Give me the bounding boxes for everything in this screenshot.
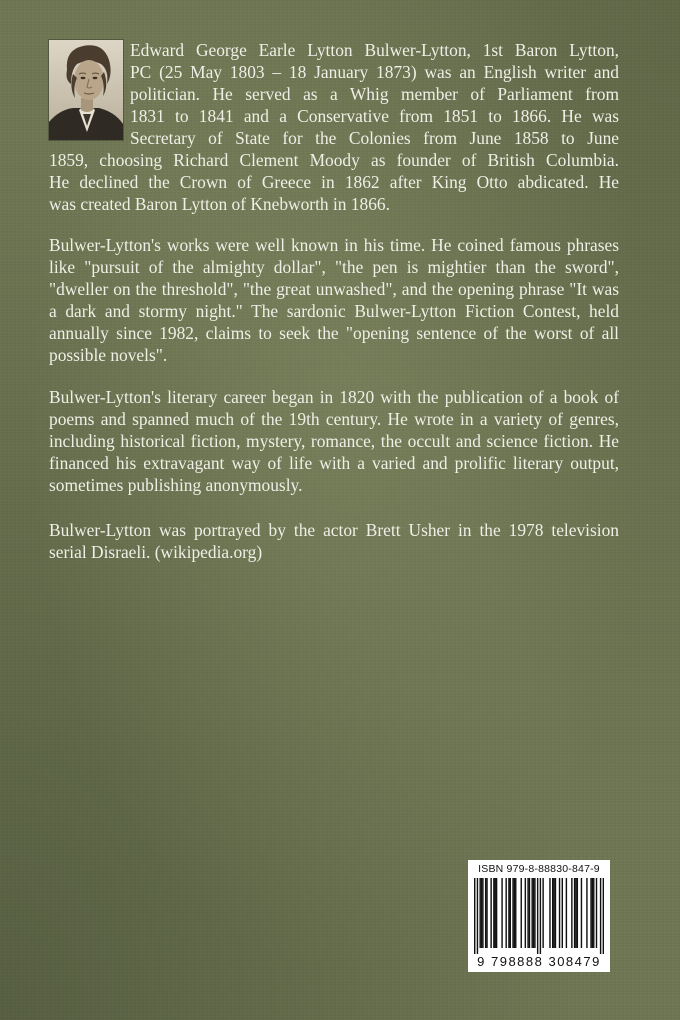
barcode-bar xyxy=(603,878,604,954)
barcode-bar xyxy=(529,878,530,948)
bio-line: was created Baron Lytton of Knebworth in 1866. xyxy=(49,194,390,214)
barcode-bar xyxy=(552,878,553,948)
bio-line: 1859, choosing Richard Clement Moody as founder of British Columbia. xyxy=(49,150,619,170)
barcode-bar xyxy=(474,878,475,954)
bio-line: PC (25 May 1803 – 18 January 1873) was an English writer and xyxy=(130,62,619,82)
barcode-bar xyxy=(574,878,575,948)
barcode-bar xyxy=(512,878,513,948)
barcode-bar xyxy=(542,878,543,948)
barcode-bar xyxy=(485,878,486,948)
bio-line: 1831 to 1841 and a Conservative from 1851 to 1866. He was xyxy=(130,106,619,126)
bio-paragraph-1 xyxy=(49,39,619,215)
bio-paragraph-4: Bulwer-Lytton was portrayed by the actor Brett Usher in the 1978 television serial Disraeli. (wikipedia.org) xyxy=(49,520,619,562)
barcode-bar xyxy=(600,878,601,954)
barcode-bar xyxy=(508,878,509,948)
barcode-bar xyxy=(592,878,593,948)
barcode-bar xyxy=(505,878,506,948)
barcode-bar xyxy=(477,878,478,954)
barcode-bar xyxy=(479,878,480,948)
barcode-bar xyxy=(486,878,487,948)
isbn-barcode xyxy=(468,860,610,972)
barcode-bar xyxy=(515,878,516,948)
bio-paragraph-3: Bulwer-Lytton's literary career began in 1820 with the publication of a book of poems and spanned much of the 19th century. He wrote in a variety of genres, including historical fiction, mystery, romance, the occult and science fiction. He financed his extravagant way of life with a varied and prolific literary output, sometimes publishing anonymously. xyxy=(49,387,619,495)
bio-paragraph-2: Bulwer-Lytton's works were well known in his time. He coined famous phrases like "pursuit of the almighty dollar", "the pen is mightier than the sword", "dweller on the threshold", "the great unwashed", and the opening phrase "It was a dark and stormy night." The sardonic Bulwer-Lytton Fiction Contest, held annually since 1982, claims to seek the "opening sentence of the worst of all possible novels". xyxy=(49,235,619,365)
barcode-bar xyxy=(571,878,572,948)
barcode-bar xyxy=(549,878,550,948)
barcode-bar xyxy=(566,878,567,948)
bio-line: politician. He served as a Whig member of Parliament from xyxy=(130,84,619,104)
barcode-bar xyxy=(553,878,554,948)
barcode-bar xyxy=(495,878,496,948)
barcode-bar xyxy=(586,878,587,948)
barcode-bar xyxy=(533,878,534,948)
barcode-bar xyxy=(510,878,511,948)
barcode-bar xyxy=(490,878,491,948)
isbn-label: ISBN 979-8-88830-847-9 xyxy=(478,863,600,875)
barcode-bars xyxy=(474,878,604,954)
barcode-bar xyxy=(527,878,528,948)
barcode-bar xyxy=(534,878,535,948)
bio-line: Edward George Earle Lytton Bulwer-Lytton, 1st Baron Lytton, xyxy=(130,40,619,60)
barcode-bar xyxy=(501,878,502,948)
barcode-bar xyxy=(521,878,522,948)
barcode-bar xyxy=(590,878,591,948)
barcode-bar xyxy=(525,878,526,948)
barcode-bar xyxy=(577,878,578,948)
barcode-bar xyxy=(540,878,541,954)
barcode-bar xyxy=(496,878,497,948)
bio-line: He declined the Crown of Greece in 1862 after King Otto abdicated. He xyxy=(49,172,619,192)
bio-line: Secretary of State for the Colonies from June 1858 to June xyxy=(130,128,619,148)
barcode-bar xyxy=(575,878,576,948)
barcode-bar xyxy=(562,878,563,948)
barcode-bar xyxy=(555,878,556,948)
barcode-bar xyxy=(596,878,597,948)
barcode-bar xyxy=(514,878,515,948)
barcode-bar xyxy=(482,878,483,948)
barcode-bar xyxy=(493,878,494,948)
barcode-bar xyxy=(559,878,560,948)
barcode-digits: 9 798888 308479 xyxy=(477,954,601,969)
barcode-bar xyxy=(537,878,538,954)
barcode-bar xyxy=(581,878,582,948)
barcode-bar xyxy=(481,878,482,948)
barcode-bar xyxy=(531,878,532,948)
barcode-bar xyxy=(593,878,594,948)
